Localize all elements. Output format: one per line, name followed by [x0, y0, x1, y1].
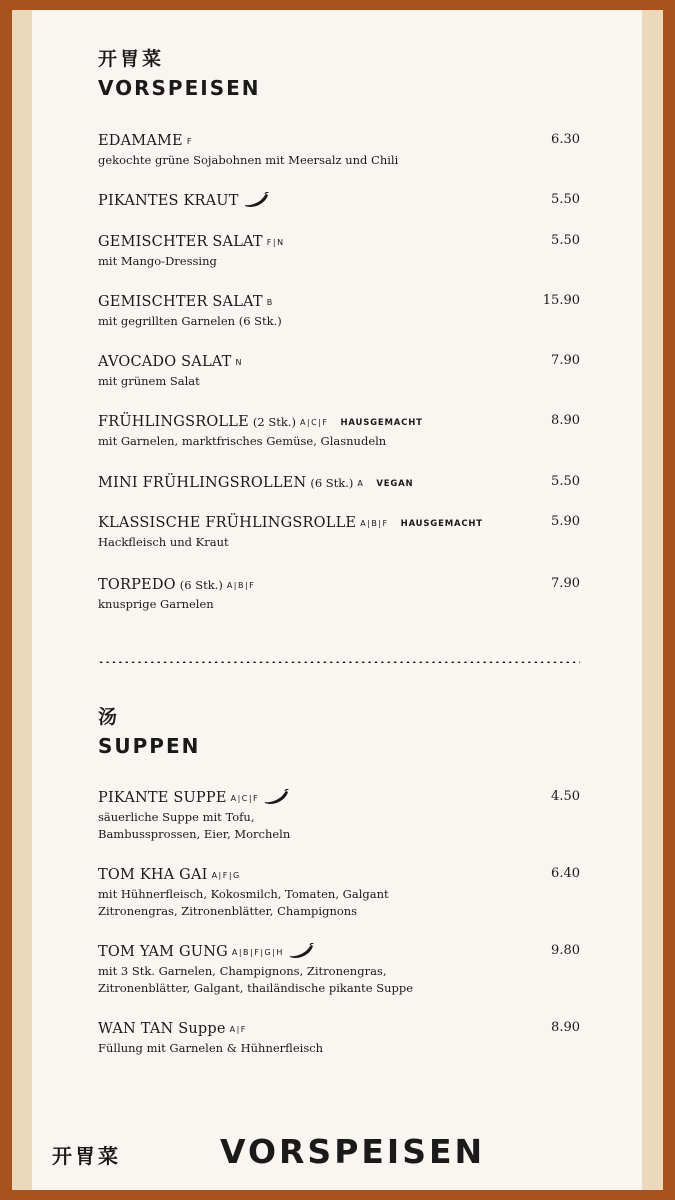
- allergen-codes: F: [186, 137, 193, 146]
- item-name: AVOCADO SALAT: [98, 354, 232, 370]
- allergen-codes: A|F: [229, 1025, 247, 1034]
- menu-item: [98, 574, 580, 613]
- item-description-line: mit grünem Salat: [98, 374, 200, 388]
- dotted-divider: [98, 661, 580, 663]
- item-name: GEMISCHTER SALAT: [98, 294, 263, 310]
- item-description: [98, 809, 580, 843]
- item-name: MINI FRÜHLINGSROLLEN: [98, 475, 307, 491]
- item-tag: HAUSGEMACHT: [400, 519, 483, 529]
- menu-item: [98, 864, 580, 920]
- item-price: 5.50: [551, 474, 580, 489]
- item-description-line: gekochte grüne Sojabohnen mit Meersalz und Chili: [98, 153, 399, 167]
- menu-item-line: [98, 472, 580, 492]
- allergen-codes: A|C|F: [230, 794, 260, 803]
- item-description-line: mit Mango-Dressing: [98, 254, 217, 268]
- allergen-codes: B: [266, 298, 274, 307]
- item-description-line: knusprige Garnelen: [98, 597, 214, 611]
- item-description-line: mit Hühnerfleisch, Kokosmilch, Tomaten, Galgant: [98, 887, 389, 901]
- item-name: TOM YAM GUNG: [98, 944, 228, 960]
- allergen-codes: A|B|F|G|H: [231, 948, 284, 957]
- allergen-codes: A|C|F: [299, 418, 329, 427]
- item-name: FRÜHLINGSROLLE: [98, 414, 249, 430]
- item-price: 4.50: [551, 789, 580, 804]
- section-chinese-title: 开胃菜: [98, 48, 165, 70]
- menu-item: [98, 1018, 580, 1057]
- item-description: [98, 596, 580, 613]
- item-price: 7.90: [551, 576, 580, 591]
- menu-item-line: [98, 512, 580, 532]
- item-description: [98, 886, 580, 920]
- menu-item-line: [98, 190, 580, 210]
- chili-icon: [243, 192, 269, 208]
- menu-item: [98, 351, 580, 390]
- item-name: TOM KHA GAI: [98, 867, 208, 883]
- item-description: [98, 253, 580, 270]
- item-quantity: (2 Stk.): [252, 415, 296, 429]
- item-description-line: Zitronengras, Zitronenblätter, Champignons: [98, 904, 358, 918]
- item-description: [98, 963, 580, 997]
- menu-item: [98, 512, 580, 551]
- menu-item: [98, 190, 580, 210]
- menu-item-line: [98, 291, 580, 311]
- menu-item-line: [98, 941, 580, 961]
- item-price: 8.90: [551, 1020, 580, 1035]
- item-price: 5.50: [551, 233, 580, 248]
- item-description: [98, 313, 580, 330]
- allergen-codes: A|B|F: [226, 581, 256, 590]
- section-vorspeisen: [98, 48, 580, 100]
- item-price: 6.30: [551, 132, 580, 147]
- item-price: 7.90: [551, 353, 580, 368]
- allergen-codes: A: [357, 479, 365, 488]
- menu-item-line: [98, 351, 580, 371]
- item-name: PIKANTES KRAUT: [98, 193, 239, 209]
- item-price: 8.90: [551, 413, 580, 428]
- menu-item-line: [98, 231, 580, 251]
- item-price: 9.80: [551, 943, 580, 958]
- footer-title: VORSPEISEN: [220, 1132, 486, 1171]
- menu-item-line: [98, 574, 580, 594]
- item-description-line: mit gegrillten Garnelen (6 Stk.): [98, 314, 282, 328]
- item-name: KLASSISCHE FRÜHLINGSROLLE: [98, 515, 357, 531]
- chili-icon: [263, 789, 289, 805]
- item-quantity: (6 Stk.): [310, 476, 354, 490]
- item-name: TORPEDO: [98, 577, 176, 593]
- item-price: 5.50: [551, 192, 580, 207]
- menu-item-line: [98, 787, 580, 807]
- menu-item: [98, 130, 580, 169]
- allergen-codes: N: [235, 358, 244, 367]
- item-price: 15.90: [542, 293, 580, 308]
- item-price: 5.90: [551, 514, 580, 529]
- menu-item-line: [98, 864, 580, 884]
- menu-item: [98, 291, 580, 330]
- section-title: SUPPEN: [98, 734, 201, 758]
- item-description: [98, 373, 580, 390]
- item-quantity: (6 Stk.): [179, 578, 223, 592]
- item-description-line: Füllung mit Garnelen & Hühnerfleisch: [98, 1041, 324, 1055]
- item-tag: HAUSGEMACHT: [340, 418, 423, 428]
- item-name: PIKANTE SUPPE: [98, 790, 227, 806]
- section-chinese-title: 汤: [98, 706, 121, 728]
- menu-item: [98, 472, 580, 492]
- item-description-line: säuerliche Suppe mit Tofu,: [98, 810, 255, 824]
- item-description-line: Hackfleisch und Kraut: [98, 535, 229, 549]
- section-title: VORSPEISEN: [98, 76, 261, 100]
- item-description-line: mit 3 Stk. Garnelen, Champignons, Zitronengras,: [98, 964, 387, 978]
- section-suppen: [98, 706, 580, 758]
- menu-item-line: [98, 130, 580, 150]
- item-name: EDAMAME: [98, 133, 183, 149]
- item-description-line: Zitronenblätter, Galgant, thailändische pikante Suppe: [98, 981, 414, 995]
- item-name: GEMISCHTER SALAT: [98, 234, 263, 250]
- chili-icon: [288, 943, 314, 959]
- item-description: [98, 534, 580, 551]
- item-price: 6.40: [551, 866, 580, 881]
- footer-chinese-title: 开胃菜: [52, 1144, 121, 1168]
- item-tag: VEGAN: [376, 479, 414, 489]
- menu-item: [98, 941, 580, 997]
- item-description: [98, 1040, 580, 1057]
- item-description-line: Bambussprossen, Eier, Morcheln: [98, 827, 291, 841]
- item-description-line: mit Garnelen, marktfrisches Gemüse, Glasnudeln: [98, 434, 387, 448]
- item-name: WAN TAN Suppe: [98, 1021, 226, 1037]
- allergen-codes: A|F|G: [211, 871, 241, 880]
- allergen-codes: F|N: [266, 238, 285, 247]
- menu-item-line: [98, 411, 580, 431]
- item-description: [98, 433, 580, 450]
- item-description: [98, 152, 580, 169]
- menu-item: [98, 411, 580, 450]
- allergen-codes: A|B|F: [360, 519, 389, 528]
- menu-item: [98, 231, 580, 270]
- menu-item-line: [98, 1018, 580, 1038]
- menu-item: [98, 787, 580, 843]
